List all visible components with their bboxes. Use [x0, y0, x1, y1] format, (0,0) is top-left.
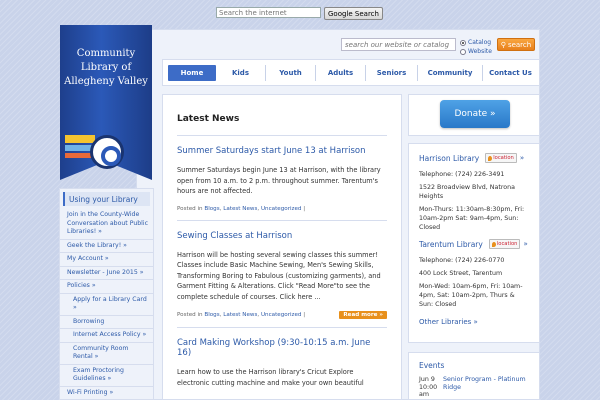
- category-link-blogs[interactable]: Blogs: [204, 205, 220, 212]
- sidebar-item-policies[interactable]: Policies »: [60, 280, 153, 294]
- location-arrow[interactable]: »: [519, 154, 525, 162]
- page-title: Latest News: [177, 114, 240, 124]
- sidebar-item-exam-proctoring[interactable]: Exam Proctoring Guidelines »: [60, 365, 153, 387]
- sidebar-item-wifi-printing[interactable]: Wi-Fi Printing »: [60, 387, 153, 400]
- sidebar-heading: Using your Library: [63, 192, 150, 206]
- map-pin-icon: [488, 156, 492, 161]
- post-title-link[interactable]: Summer Saturdays start June 13 at Harrison: [177, 146, 366, 156]
- site-search-button[interactable]: ⚲ search: [497, 38, 535, 51]
- news-post: [177, 338, 387, 388]
- other-libraries-link[interactable]: Other Libraries »: [419, 318, 478, 326]
- nav-community[interactable]: Community: [418, 65, 483, 81]
- events-heading: Events: [419, 361, 445, 370]
- search-scope-radios: [460, 38, 492, 56]
- news-post: [177, 231, 387, 329]
- location-address: 400 Lock Street, Tarentum: [419, 270, 503, 277]
- sidebar-item-borrowing[interactable]: Borrowing: [60, 316, 153, 330]
- nav-home[interactable]: Home: [168, 65, 216, 81]
- event-item: [419, 376, 529, 399]
- location-header: [419, 153, 529, 163]
- category-link-latest-news[interactable]: Latest News: [223, 205, 258, 212]
- donate-box: [408, 94, 540, 136]
- post-meta: Posted in Blogs, Latest News, Uncategorized | Read more »: [177, 311, 387, 319]
- left-sidebar: [59, 188, 154, 400]
- search-icon: ⚲: [500, 40, 506, 49]
- location-map-button[interactable]: location: [489, 239, 521, 249]
- location-phone: Telephone: (724) 226-0770: [419, 257, 505, 264]
- library-title: Community Library of Allegheny Valley: [64, 48, 148, 87]
- sidebar-item-room-rental[interactable]: Community Room Rental »: [60, 343, 153, 365]
- event-title-link[interactable]: Senior Program - Platinum Ridge: [443, 376, 526, 391]
- nav-adults[interactable]: Adults: [316, 65, 366, 81]
- sidebar-item-geek-the-library[interactable]: Geek the Library! »: [60, 240, 153, 254]
- library-banner[interactable]: [60, 25, 152, 180]
- category-link-uncategorized[interactable]: Uncategorized: [260, 312, 302, 318]
- google-search-button[interactable]: Google Search: [324, 7, 383, 20]
- category-link-uncategorized[interactable]: Uncategorized: [260, 205, 302, 212]
- events-box: [408, 352, 540, 400]
- nav-contact-us[interactable]: Contact Us: [489, 68, 532, 77]
- location-map-button[interactable]: location: [485, 153, 517, 163]
- main-nav: [162, 59, 540, 86]
- sidebar-item-my-account[interactable]: My Account »: [60, 253, 153, 267]
- sidebar-item-county-conversation[interactable]: Join in the County-Wide Conversation about Public Libraries! »: [60, 209, 153, 240]
- nav-youth[interactable]: Youth: [266, 65, 316, 81]
- sidebar-item-apply-card[interactable]: Apply for a Library Card »: [60, 294, 153, 316]
- radio-dot-icon: [460, 40, 466, 46]
- location-phone: Telephone: (724) 226-3491: [419, 171, 505, 178]
- location-arrow[interactable]: »: [523, 240, 528, 248]
- post-title-link[interactable]: Sewing Classes at Harrison: [177, 230, 293, 241]
- google-search-input[interactable]: [216, 7, 321, 18]
- radio-catalog[interactable]: Catalog: [460, 38, 492, 47]
- nav-seniors[interactable]: Seniors: [366, 65, 418, 81]
- news-post: [177, 146, 387, 221]
- post-excerpt: Learn how to use the Harrison library's Cricut Explore electronic cutting machine and make your own beautiful: [177, 368, 364, 387]
- read-more-button[interactable]: Read more »: [339, 311, 387, 319]
- post-meta: Posted in Blogs, Latest News, Uncategorized |: [177, 205, 306, 212]
- sidebar-item-internet-policy[interactable]: Internet Access Policy »: [60, 329, 153, 343]
- location-address: 1522 Broadview Blvd, Natrona Heights: [419, 184, 515, 200]
- post-excerpt: Harrison will be hosting several sewing classes this summer! Classes include Basic Machine Sewing, Men's Sewing Skills, Transforming Boring to Fabulous (customizing garments), and Garment Fitting & Alterations. Click "Read More"to see the complete schedule of courses. Click here ...: [177, 250, 381, 301]
- divider: [177, 135, 387, 136]
- news-content: [162, 94, 402, 400]
- location-header: [419, 239, 529, 249]
- location-link-harrison[interactable]: Harrison Library: [419, 153, 480, 163]
- event-date: Jun 9 10:00 am: [419, 376, 438, 398]
- radio-dot-icon: [460, 49, 466, 55]
- donate-button[interactable]: Donate »: [440, 100, 510, 128]
- family-place-logo[interactable]: [90, 135, 124, 169]
- category-link-latest-news[interactable]: Latest News: [223, 312, 258, 318]
- location-link-tarentum[interactable]: Tarentum Library: [419, 239, 483, 249]
- sidebar-item-newsletter[interactable]: Newsletter - June 2015 »: [60, 267, 153, 281]
- radio-website[interactable]: Website: [460, 47, 492, 56]
- map-pin-icon: [492, 242, 496, 247]
- divider: [177, 220, 387, 221]
- site-search-input[interactable]: [341, 38, 456, 51]
- post-title-link[interactable]: Card Making Workshop (9:30-10:15 a.m. June 16): [177, 338, 371, 358]
- divider: [177, 327, 387, 328]
- google-search-bar: [216, 7, 383, 20]
- locations-box: [408, 143, 540, 343]
- post-excerpt: Summer Saturdays begin June 13 at Harrison, with the library open from 10 a.m. to 2 p.m. throughout summer. Tarentum's hours are not affected.: [177, 166, 381, 195]
- nav-kids[interactable]: Kids: [216, 65, 266, 81]
- location-hours: Mon-Thurs: 11:30am-8:30pm, Fri: 10am-2pm Sat: 9am-4pm, Sun: Closed: [419, 206, 525, 231]
- category-link-blogs[interactable]: Blogs: [204, 312, 220, 318]
- location-hours: Mon-Wed: 10am-6pm, Fri: 10am-4pm, Sat: 10am-2pm, Thurs & Sun: Closed: [419, 283, 523, 308]
